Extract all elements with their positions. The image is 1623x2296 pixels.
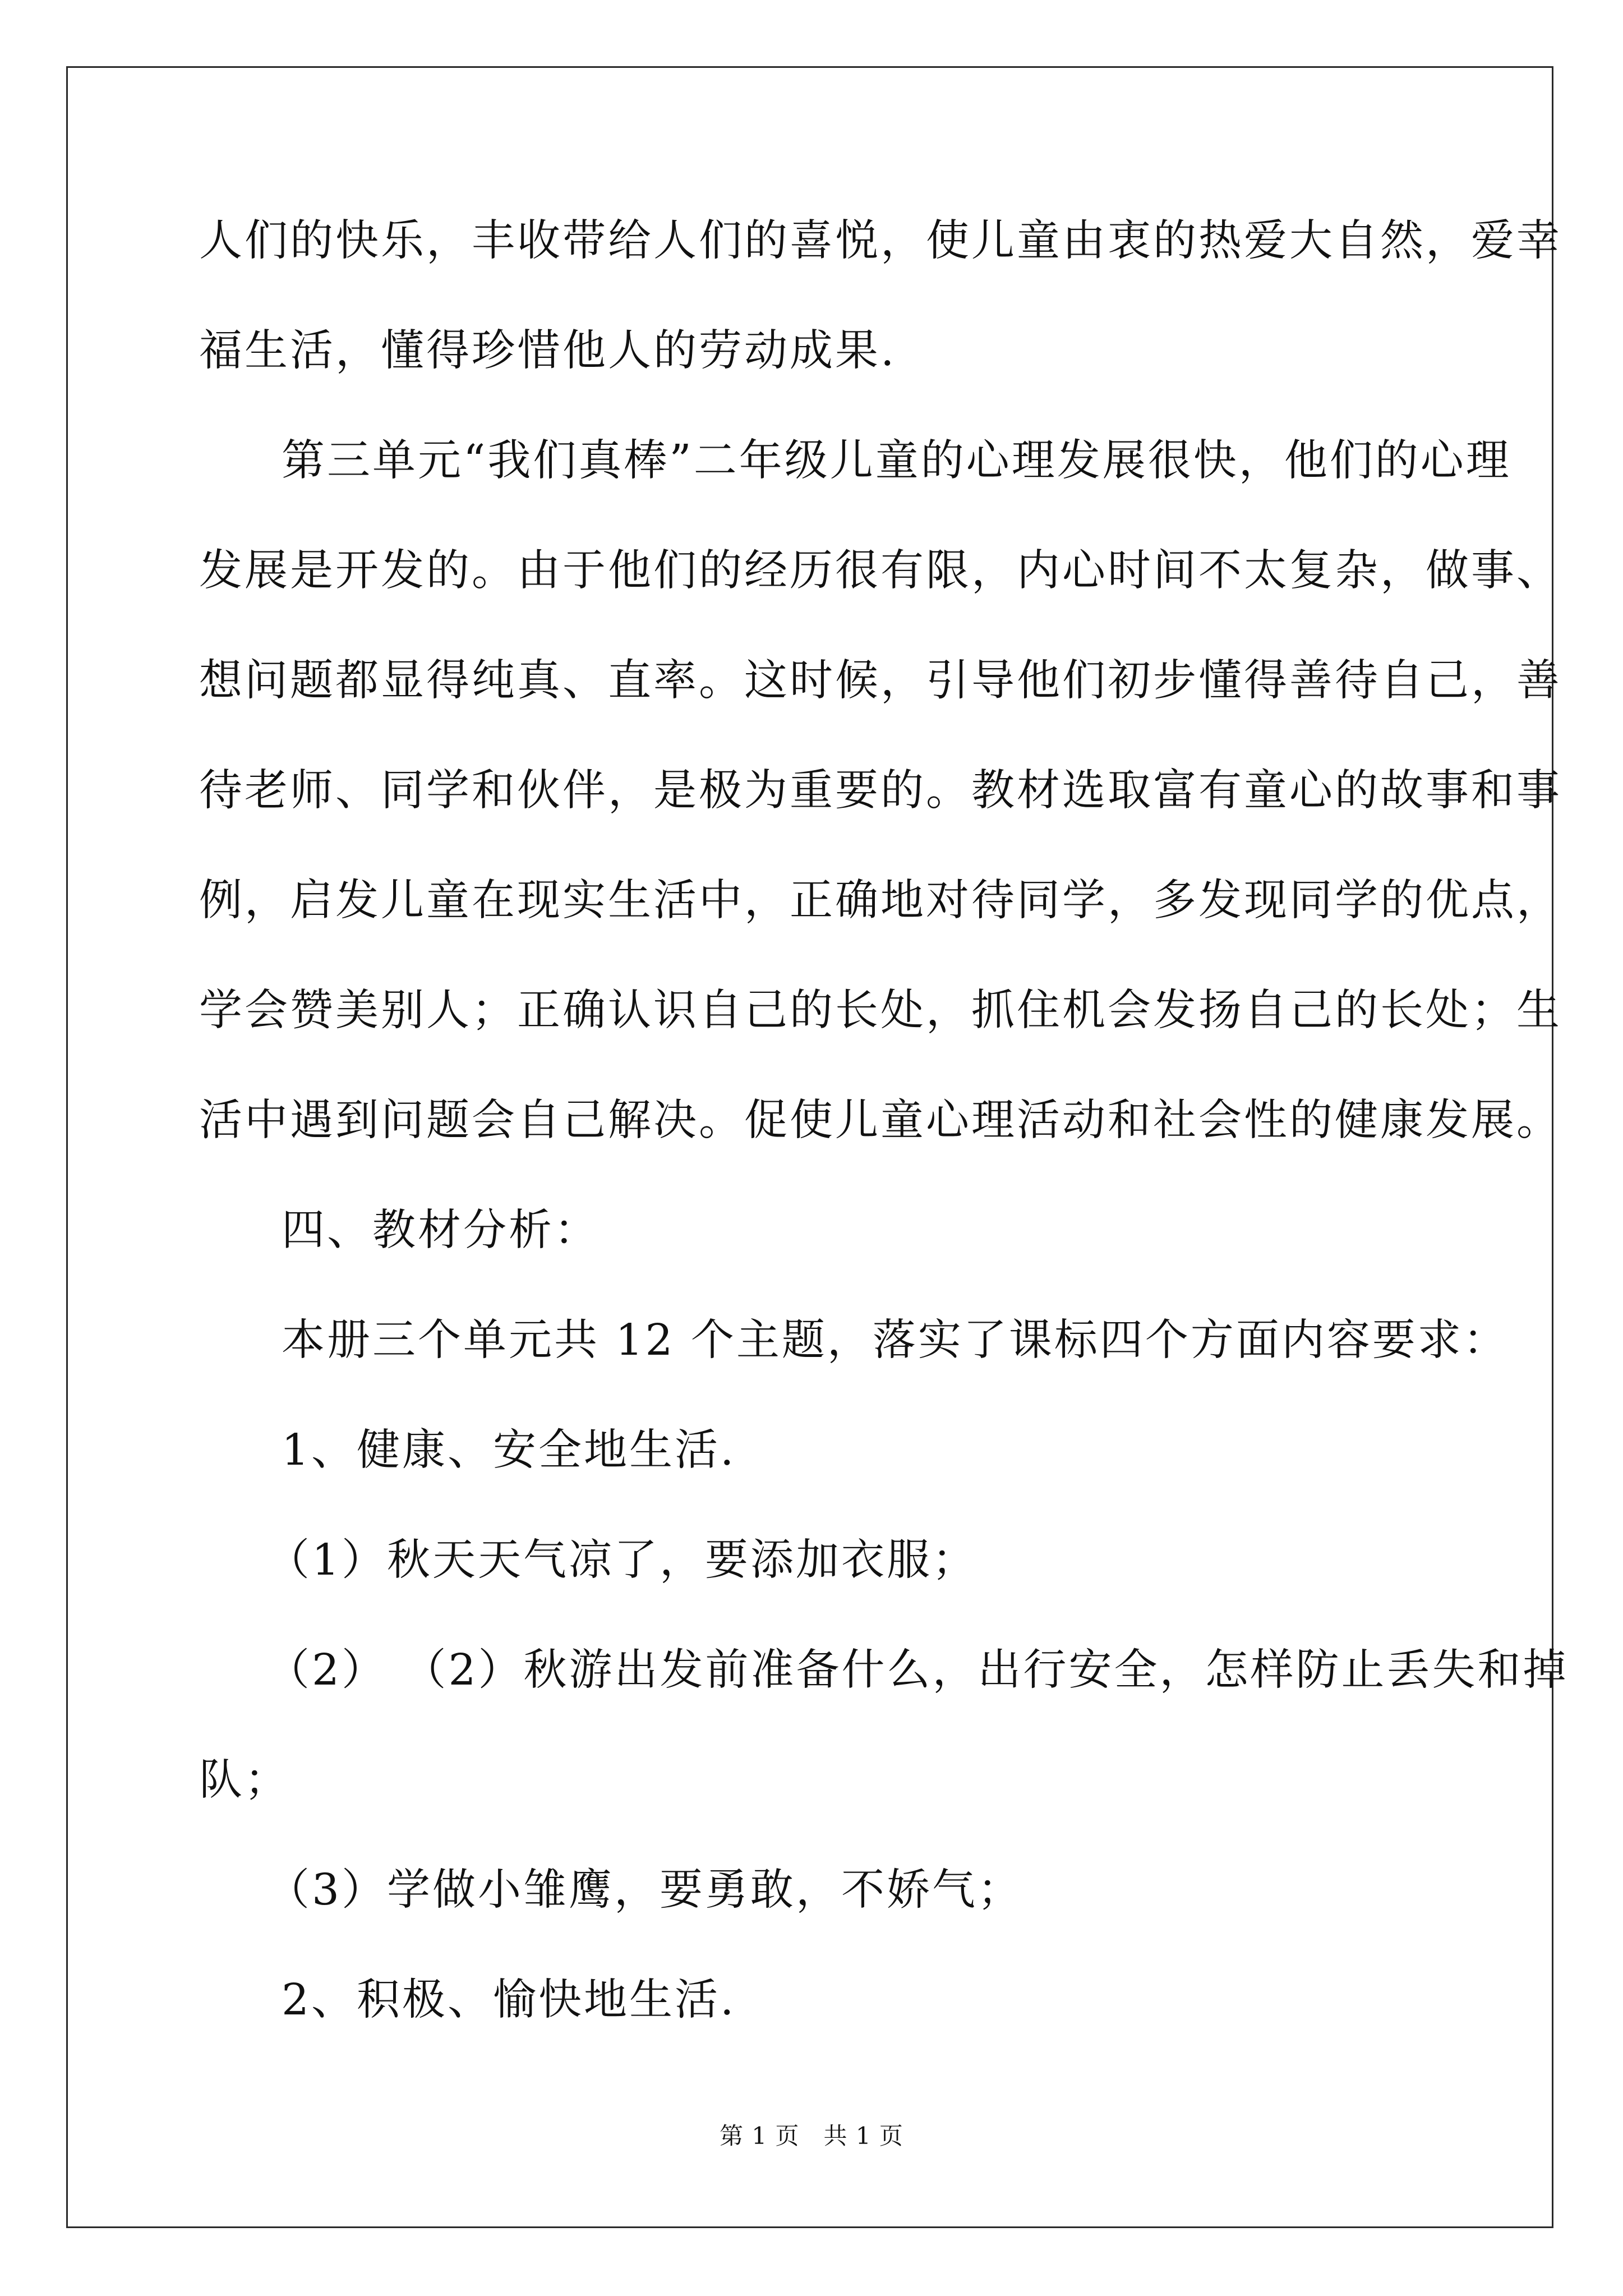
list-item: （2） （2）秋游出发前准备什么，出行安全，怎样防止丢失和掉 xyxy=(266,1645,1569,1695)
text-line: 学会赞美别人；正确认识自己的长处，抓住机会发扬自己的长处；生 xyxy=(199,986,1562,1036)
list-item: 2、积极、愉快地生活. xyxy=(282,1975,736,2025)
page-number-footer: 第 1 页 共 1 页 xyxy=(720,2122,903,2150)
text-line: 发展是开发的。由于他们的经历很有限，内心时间不太复杂，做事、 xyxy=(199,546,1562,596)
text-line: 人们的快乐，丰收带给人们的喜悦，使儿童由衷的热爱大自然，爱幸 xyxy=(199,216,1562,266)
list-item: 1、健康、安全地生活. xyxy=(282,1425,736,1475)
text-line: 想问题都显得纯真、直率。这时候，引导他们初步懂得善待自己，善 xyxy=(199,656,1562,706)
section-heading: 四、教材分析： xyxy=(282,1205,600,1255)
text-line: 队； xyxy=(199,1755,290,1805)
list-item: （3）学做小雏鹰，要勇敢，不娇气； xyxy=(266,1865,1023,1915)
list-item: （1）秋天天气凉了，要添加衣服； xyxy=(266,1535,978,1585)
text-line: 活中遇到问题会自己解决。促使儿童心理活动和社会性的健康发展。 xyxy=(199,1096,1562,1145)
text-line: 第三单元“我们真棒”二年级儿童的心理发展很快，他们的心理 xyxy=(282,436,1511,486)
text-line: 本册三个单元共 12 个主题，落实了课标四个方面内容要求： xyxy=(282,1315,1509,1365)
text-line: 待老师、同学和伙伴，是极为重要的。教材选取富有童心的故事和事 xyxy=(199,766,1562,816)
text-line: 福生活，懂得珍惜他人的劳动成果. xyxy=(199,326,897,376)
text-line: 例，启发儿童在现实生活中，正确地对待同学，多发现同学的优点， xyxy=(199,876,1562,926)
